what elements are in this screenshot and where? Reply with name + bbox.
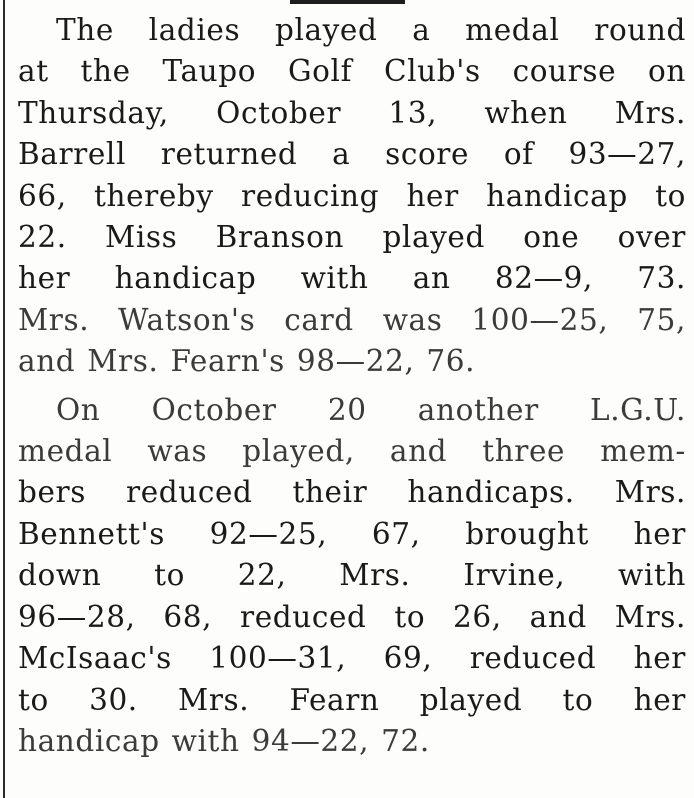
paragraph-line: 66, thereby reducing her handicap to [18,178,686,213]
paragraph-line: handicap with 94—22, 72. [18,723,430,758]
article-column [18,10,686,762]
paragraph-line: Thursday, October 13, when Mrs. [18,95,686,130]
paragraph-line: Mrs. Watson's card was 100—25, 75, [18,302,686,337]
paragraph-lgu-medal [18,390,686,763]
paragraph-line: Barrell returned a score of 93—27, [18,137,686,172]
paragraph-line: The ladies played a medal round [56,13,686,47]
paragraph-line: her handicap with an 82—9, 73. [18,261,686,296]
paragraph-line: medal was played, and three mem- [18,434,686,469]
column-rule-left [3,0,5,798]
paragraph-ladies-medal-round [18,10,686,383]
paragraph-line: 96—28, 68, reduced to 26, and Mrs. [18,599,686,634]
paragraph-line: McIsaac's 100—31, 69, reduced her [18,641,686,676]
paragraph-line: down to 22, Mrs. Irvine, with [18,558,686,593]
paragraph-line: On October 20 another L.G.U. [56,392,686,427]
column-rule-top [290,0,405,4]
paragraph-line: bers reduced their handicaps. Mrs. [18,475,686,510]
paragraph-line: and Mrs. Fearn's 98—22, 76. [18,344,476,379]
paragraph-line: 22. Miss Branson played one over [18,220,686,255]
paragraph-line: to 30. Mrs. Fearn played to her [18,682,686,717]
paragraph-line: Bennett's 92—25, 67, brought her [18,516,686,551]
paragraph-line: at the Taupo Golf Club's course on [18,54,686,89]
